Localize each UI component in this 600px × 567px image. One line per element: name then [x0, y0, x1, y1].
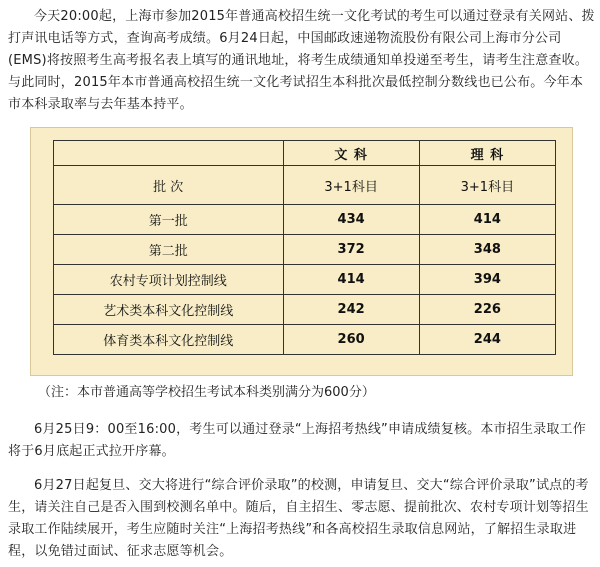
batch-name: 艺术类本科文化控制线	[54, 295, 284, 325]
science-score: 244	[419, 325, 555, 355]
header-science: 理 科	[419, 141, 555, 166]
table-row	[54, 265, 556, 295]
batch-name: 第一批	[54, 205, 284, 235]
score-table-panel	[30, 127, 573, 376]
batch-name: 农村专项计划控制线	[54, 265, 284, 295]
table-header-row	[54, 141, 556, 166]
table-row	[54, 325, 556, 355]
liberal-score: 242	[283, 295, 419, 325]
science-subjects-cell: 3+1科目	[419, 166, 555, 205]
liberal-score: 260	[283, 325, 419, 355]
science-score: 394	[419, 265, 555, 295]
liberal-score: 372	[283, 235, 419, 265]
science-score: 414	[419, 205, 555, 235]
science-score: 226	[419, 295, 555, 325]
table-footnote: （注：本市普通高等学校招生考试本科类别满分为600分）	[38, 385, 375, 400]
batch-name: 第二批	[54, 235, 284, 265]
header-liberal-arts: 文 科	[283, 141, 419, 166]
batch-name: 体育类本科文化控制线	[54, 325, 284, 355]
liberal-score: 434	[283, 205, 419, 235]
admission-paragraph: 6月27日起复旦、交大将进行“综合评价录取”的校测，申请复旦、交大“综合评价录取”试点的考生，请关注自己是否入围到校测名单中。随后，自主招生、零志愿、提前批次、农村专项计划等招生录取工作陆续展开，考生应随时关注“上海招考热线”和各高校招生录取信息网站，了解招生录取进程，以免错过面试、征求志愿等机会。	[8, 478, 589, 559]
review-paragraph: 6月25日9：00至16:00，考生可以通过登录“上海招考热线”申请成绩复核。本市招生录取工作将于6月底起正式拉开序幕。	[8, 422, 586, 459]
batch-label-cell: 批 次	[54, 166, 284, 205]
table-subheader-row	[54, 166, 556, 205]
table-row	[54, 205, 556, 235]
table-row	[54, 295, 556, 325]
liberal-score: 414	[283, 265, 419, 295]
header-blank-cell	[54, 141, 284, 166]
intro-paragraph: 今天20:00起，上海市参加2015年普通高校招生统一文化考试的考生可以通过登录有关网站、拨打声讯电话等方式，查询高考成绩。6月24日起，中国邮政速递物流股份有限公司上海市分公司(EMS)将按照考生高考报名表上填写的通讯地址，将考生成绩通知单投递至考生，请考生注意查收。与此同时，2015年本市普通高校招生统一文化考试招生本科批次最低控制分数线也已公布。今年本市本科录取率与去年基本持平。	[8, 9, 595, 112]
liberal-subjects-cell: 3+1科目	[283, 166, 419, 205]
score-line-table	[53, 140, 556, 355]
table-row	[54, 235, 556, 265]
science-score: 348	[419, 235, 555, 265]
